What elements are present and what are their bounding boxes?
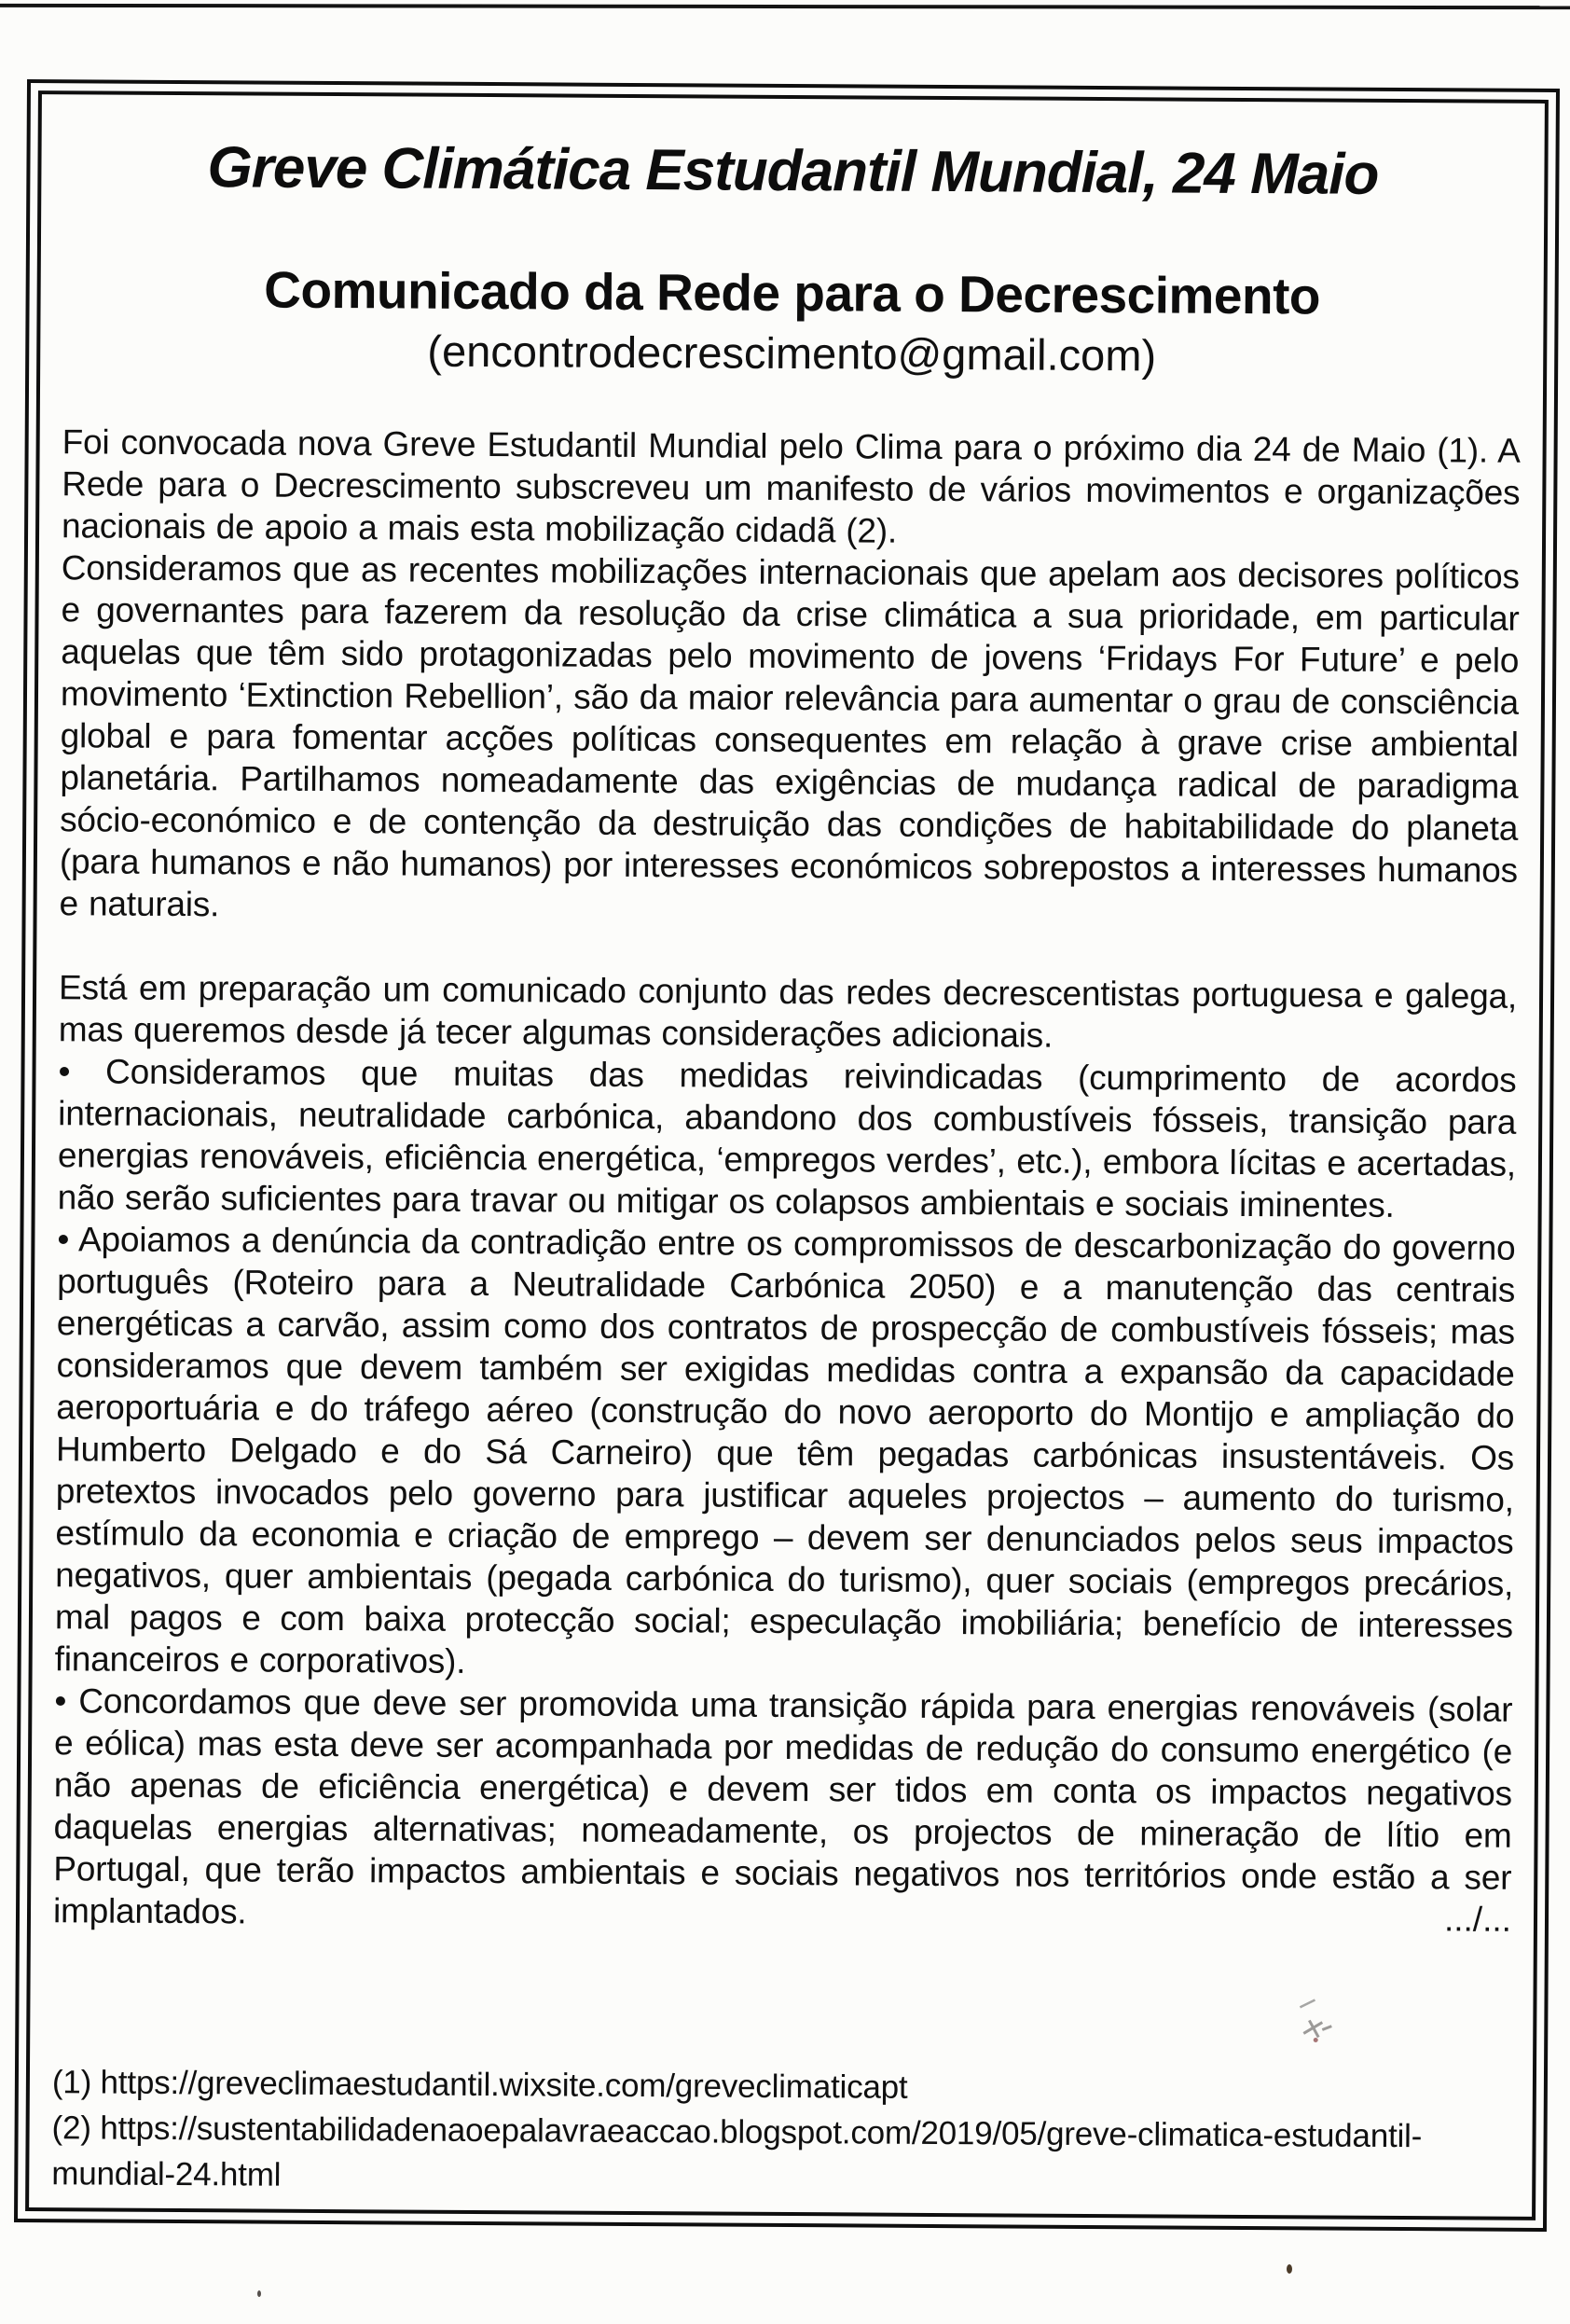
scan-edge-line <box>0 4 1570 9</box>
bullet-item: • Concordamos que deve ser promovida uma transição rápida para energias renováveis (solar e eólica) mas esta deve ser acompanhada por medidas de redução do consumo energético (e não apenas de eficiência energética) e devem ser tidos em conta os impactos negativos daquelas energias alternativas; nomeadamente, os projectos de mineração de lítio em Portugal, que terão impactos ambientais e sociais negativos nos territórios onde estão a ser implantados. <box>52 1681 1513 1931</box>
document-body <box>53 421 1521 1941</box>
bullet-item-wrapper <box>53 1680 1513 1941</box>
footnote-line: (2) https://sustentabilidadenaoepalavraeaccao.blogspot.com/2019/05/greve-climatica-estudantil-mundial-24.html <box>51 2110 1423 2193</box>
body-paragraph: Consideramos que as recentes mobilizações internacionais que apelam aos decisores políticos e governantes para fazerem da resolução da crise climática a sua prioridade, em particular aquelas que têm sido protagonizadas pelo movimento de jovens ‘Fridays For Future’ e pelo movimento ‘Extinction Rebellion’, são da maior relevância para aumentar o grau de consciência global e para fomentar acções políticas consequentes em relação à grave crise ambiental planetária. Partilhamos nomeadamente das exigências de mudança radical de paradigma sócio-económico e de contenção da destruição das condições de habitabilidade do planeta (para humanos e não humanos) por interesses económicos sobrepostos a interesses humanos e naturais. <box>59 548 1520 924</box>
document-title: Greve Climática Estudantil Mundial, 24 Maio <box>207 135 1379 207</box>
contact-email: (encontrodecrescimento@gmail.com) <box>427 325 1157 380</box>
scan-speck <box>257 2290 261 2297</box>
footnotes-block <box>51 2059 1510 2206</box>
intro-paragraph: Foi convocada nova Greve Estudantil Mundial pelo Clima para o próximo dia 24 de Maio (1). A Rede para o Decrescimento subscreveu um manifesto de vários movimentos e organizações nacionais de apoio a mais esta mobilização cidadã (2). <box>61 422 1521 550</box>
scan-speck <box>1287 2264 1292 2274</box>
document-subtitle: Comunicado da Rede para o Decrescimento <box>264 260 1321 325</box>
bullet-item: • Consideramos que muitas das medidas reivindicadas (cumprimento de acordos internacionais, neutralidade carbónica, abandono dos combustíveis fósseis, transição para energias renováveis, eficiência energética, ‘empregos verdes’, etc.), embora lícitas e acertadas, não serão suficientes para travar ou mitigar os colapsos ambientais e sociais iminentes. <box>57 1052 1517 1224</box>
bullet-item: • Apoiamos a denúncia da contradição entre os compromissos de descarbonização do governo português (Roteiro para a Neutralidade Carbónica 2050) e a manutenção das centrais energéticas a carvão, assim como dos contratos de prospecção de combustíveis fósseis; mas consideramos que devem também ser exigidas medidas contra a expansão da capacidade aeroportuária e do tráfego aéreo (construção do novo aeroporto do Montijo e ampliação do Humberto Delgado e do Sá Carneiro) que têm pegadas carbónicas insustentáveis. Os pretextos invocados pelo governo para justificar aqueles projectos – aumento do turismo, estímulo da economia e criação de emprego – devem ser denunciados pelos seus impactos negativos, quer ambientais (pegada carbónica do turismo), quer sociais (empregos precários, mal pagos e com baixa protecção social; especulação imobiliária; benefício de interesses financeiros e corporativos). <box>54 1220 1516 1681</box>
body-paragraph: Está em preparação um comunicado conjunto das redes decrescentistas portuguesa e galega, mas queremos desde já tecer algumas considerações adicionais. <box>58 968 1518 1055</box>
footnote-line: (1) https://greveclimaestudantil.wixsite.com/greveclimaticapt <box>51 2064 908 2106</box>
continuation-mark: .../... <box>1443 1900 1512 1939</box>
document-frame-inner <box>25 90 1549 2220</box>
document-frame <box>14 79 1560 2232</box>
pencil-mark-artifact <box>1290 1996 1356 2052</box>
